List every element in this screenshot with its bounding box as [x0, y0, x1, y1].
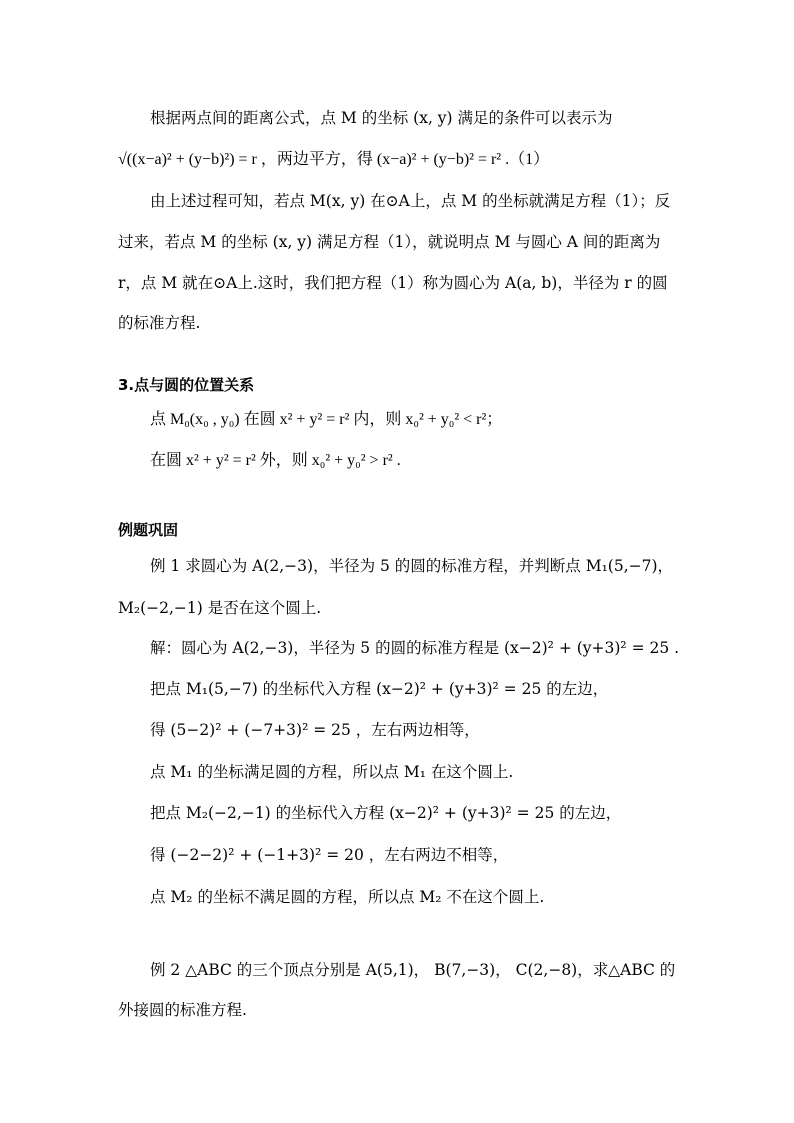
- text-line-2-equation: √((x−a)² + (y−b)²) = r ，两边平方，得 (x−a)² + (y−b)² = r² .（1）: [118, 151, 550, 168]
- example-1-solution-5: 把点 M₂(−2,−1) 的坐标代入方程 (x−2)² + (y+3)² = 25 的左边，: [150, 804, 622, 822]
- example-1-solution-3: 得 (5−2)² + (−7+3)² = 25 ，左右两边相等，: [150, 721, 480, 739]
- section-heading-point-circle-position: 3.点与圆的位置关系: [118, 376, 255, 394]
- example-1-solution-1: 解：圆心为 A(2,−3)，半径为 5 的圆的标准方程是 (x−2)² + (y+3)² = 25 .: [150, 639, 680, 657]
- text-line-3: 由上述过程可知，若点 M(x, y) 在⊙A上，点 M 的坐标就满足方程（1）；反: [150, 192, 671, 210]
- example-1-solution-2: 把点 M₁(5,−7) 的坐标代入方程 (x−2)² + (y+3)² = 25 的左边，: [150, 680, 609, 698]
- section-heading-examples: 例题巩固: [118, 521, 179, 539]
- text-line-6: 的标准方程.: [118, 314, 201, 332]
- example-1-statement-cont: M₂(−2,−1) 是否在这个圆上.: [118, 599, 322, 617]
- example-2-statement-cont: 外接圆的标准方程.: [118, 1001, 247, 1019]
- text-line-outside-condition: 在圆 x² + y² = r² 外，则 x₀² + y₀² > r² .: [150, 452, 401, 469]
- text-line-1: 根据两点间的距离公式，点 M 的坐标 (x, y) 满足的条件可以表示为: [150, 109, 613, 127]
- example-1-solution-4: 点 M₁ 的坐标满足圆的方程，所以点 M₁ 在这个圆上.: [150, 763, 514, 781]
- example-2-statement: 例 2 △ABC 的三个顶点分别是 A(5,1)， B(7,−3)， C(2,−8)，求△ABC 的: [150, 961, 676, 979]
- example-1-solution-7: 点 M₂ 的坐标不满足圆的方程，所以点 M₂ 不在这个圆上.: [150, 888, 545, 906]
- example-1-statement: 例 1 求圆心为 A(2,−3)，半径为 5 的圆的标准方程，并判断点 M₁(5,−7)，: [150, 557, 674, 575]
- text-line-inside-condition: 点 M₀(x₀ , y₀) 在圆 x² + y² = r² 内，则 x₀² + y₀² < r²；: [150, 411, 503, 428]
- text-line-4: 过来，若点 M 的坐标 (x, y) 满足方程（1），就说明点 M 与圆心 A 间的距离为: [118, 233, 661, 251]
- text-line-5: r，点 M 就在⊙A上.这时，我们把方程（1）称为圆心为 A(a, b)，半径为 r 的圆: [118, 274, 668, 292]
- example-1-solution-6: 得 (−2−2)² + (−1+3)² = 20 ，左右两边不相等，: [150, 846, 509, 864]
